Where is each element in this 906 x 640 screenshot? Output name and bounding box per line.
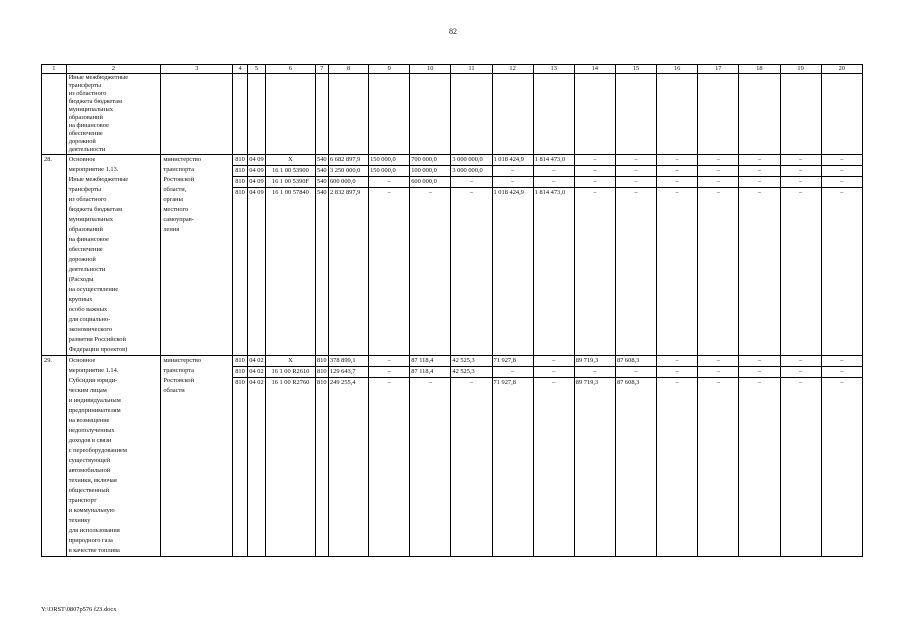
empty-cell (615, 74, 656, 155)
column-number-4: 4 (233, 65, 247, 74)
measure-name-line: Основное (68, 357, 96, 364)
empty-cell (266, 74, 315, 155)
value-cell-c11 (451, 155, 492, 356)
value-c12: 1 018 424,9 (493, 189, 524, 196)
empty-cell (410, 74, 451, 155)
value-c16: – (675, 189, 679, 196)
measure-name-line: муниципальных (68, 216, 113, 223)
empty-cell (369, 74, 410, 155)
value-c20: – (822, 166, 862, 177)
column-number-9: 9 (369, 65, 410, 74)
value-c20: – (822, 356, 862, 367)
empty-cell (451, 74, 492, 155)
executor-name-line: области (163, 387, 185, 394)
column-number-1: 1 (42, 65, 67, 74)
continuation-row (42, 74, 863, 155)
measure-name (66, 74, 161, 155)
value-c12: 71 927,8 (493, 356, 533, 367)
value-c8: 249 255,4 (329, 379, 356, 386)
empty-cell (328, 74, 368, 155)
value-c12: 71 927,8 (493, 379, 516, 386)
value-c8: 2 832 897,9 (329, 189, 361, 196)
value-c16: – (657, 356, 697, 367)
value-cell-c7 (315, 356, 328, 557)
value-c9: – (369, 177, 409, 188)
value-c20: – (822, 177, 862, 188)
measure-name-line: общественный (68, 487, 110, 494)
measure-name-line: крупных (68, 296, 93, 303)
measure-name-line: на возмещение (68, 417, 110, 424)
value-c11: 42 525,3 (451, 367, 491, 378)
value-c17: – (716, 379, 720, 386)
value-c12: 1 018 424,9 (493, 155, 533, 166)
executor-name-line: транспорта (163, 166, 194, 173)
measure-name-line: и коммунальную (68, 507, 115, 514)
value-c4: 810 (233, 356, 246, 367)
value-c8: 378 899,1 (329, 356, 368, 367)
measure-name-line: доходов в связи (68, 437, 112, 444)
value-cell-c9 (369, 356, 410, 557)
value-c6: Х (266, 155, 314, 166)
empty-cell (821, 74, 862, 155)
value-cell-c12 (492, 356, 533, 557)
measure-name-line: Основное (68, 156, 96, 163)
value-c20: – (822, 367, 862, 378)
executor-name-line: области, (163, 186, 187, 193)
value-c17: – (698, 155, 738, 166)
value-c11: 3 000 000,0 (451, 155, 491, 166)
value-cell-c19 (780, 356, 821, 557)
value-c19: – (781, 367, 821, 378)
value-c8: 129 643,7 (329, 367, 368, 378)
value-c14: – (575, 367, 615, 378)
measure-name-line: обеспечение (68, 246, 103, 253)
value-c7: 540 (316, 166, 328, 177)
value-c8: 600 000,0 (329, 177, 368, 188)
value-cell-c5 (247, 356, 266, 557)
value-c15: – (634, 189, 638, 196)
measure-name-line: предпринимателям (68, 407, 121, 414)
value-c15: – (616, 155, 656, 166)
measure-name (66, 356, 161, 557)
measure-name-line: экономического (68, 326, 113, 333)
value-cell-c8 (328, 356, 368, 557)
value-c10: – (428, 379, 432, 386)
value-c7: 540 (317, 189, 327, 196)
value-c17: – (716, 189, 720, 196)
value-cell-c14 (574, 356, 615, 557)
value-c10: 700 000,0 (410, 155, 450, 166)
value-cell-c17 (698, 356, 739, 557)
value-c10: 600 000,0 (410, 177, 450, 188)
measure-name-line: Иные межбюджетные (68, 176, 129, 183)
value-c4: 810 (235, 379, 245, 386)
measure-name-line: автомобильной (68, 467, 111, 474)
value-c7: 540 (316, 177, 328, 188)
value-c19: – (798, 379, 803, 386)
empty-cell (780, 74, 821, 155)
executor-name-line: министерство (163, 156, 202, 163)
value-cell-c19 (780, 155, 821, 356)
value-c5: 04 09 (248, 166, 266, 177)
value-c13: – (552, 379, 556, 386)
value-c6: 16 1 00 R2760 (271, 379, 310, 386)
executor-name-line: местного (163, 206, 189, 213)
measure-name-line: недополученных (68, 427, 115, 434)
column-number-17: 17 (698, 65, 739, 74)
empty-cell (315, 74, 328, 155)
value-c7: 810 (316, 356, 328, 367)
measure-name-line: на финансовое (68, 236, 109, 243)
value-c8: 6 682 897,9 (329, 155, 368, 166)
value-c4: 810 (233, 166, 246, 177)
value-cell-c6 (266, 155, 315, 356)
measure-name-line: в качестве топлива (68, 547, 120, 554)
value-c20: – (822, 155, 862, 166)
value-c9: – (369, 367, 409, 378)
value-c18: – (739, 356, 779, 367)
value-c11: 3 000 000,0 (451, 166, 491, 177)
value-cell-c9 (369, 155, 410, 356)
column-number-11: 11 (451, 65, 492, 74)
value-c18: – (757, 379, 762, 386)
executor-name-line: Ростовской (163, 176, 195, 183)
measure-name-line: деятельности (68, 266, 106, 273)
value-c11: – (451, 177, 491, 188)
value-c6: Х (266, 356, 314, 367)
value-c19: – (781, 166, 821, 177)
column-number-15: 15 (615, 65, 656, 74)
value-c13: – (534, 367, 574, 378)
value-c12: – (493, 367, 533, 378)
value-c10: 87 118,4 (410, 356, 450, 367)
measure-name-line: особо важных (68, 306, 108, 313)
value-c10: – (428, 189, 432, 196)
value-c18: – (739, 155, 779, 166)
value-c13: 1 814 473,0 (534, 189, 566, 196)
value-c14: – (593, 189, 597, 196)
value-c11: 42 525,3 (451, 356, 491, 367)
column-number-6: 6 (266, 65, 315, 74)
empty-cell (233, 74, 247, 155)
value-c15: 87 608,3 (616, 356, 656, 367)
budget-table (41, 64, 863, 557)
value-c14: – (575, 177, 615, 188)
column-number-12: 12 (492, 65, 533, 74)
measure-name-line: муниципальных (68, 106, 113, 113)
empty-cell (657, 74, 698, 155)
value-c19: – (781, 356, 821, 367)
measure-name-line: образований (68, 226, 103, 233)
value-c6: 16 1 00 57840 (272, 189, 309, 196)
value-c5: 04 02 (248, 356, 266, 367)
executor-name (161, 155, 233, 356)
value-cell-c13 (533, 155, 574, 356)
value-c15: 87 608,3 (616, 379, 640, 386)
value-cell-c10 (410, 155, 451, 356)
value-c7: 540 (316, 155, 328, 166)
empty-cell (492, 74, 533, 155)
column-number-20: 20 (821, 65, 862, 74)
value-cell-c4 (233, 155, 247, 356)
value-c4: 810 (233, 177, 246, 188)
value-c20: – (840, 189, 844, 196)
value-c16: – (675, 379, 679, 386)
page-number: 82 (449, 27, 457, 36)
value-cell-c8 (328, 155, 368, 356)
column-number-8: 8 (328, 65, 368, 74)
measure-name-line: техники, включая (68, 477, 117, 484)
value-c13: – (534, 166, 574, 177)
measure-name-line: Субсидии юриди- (68, 377, 118, 384)
measure-name-line: для использования (68, 527, 120, 534)
column-number-16: 16 (657, 65, 698, 74)
measure-name-line: из областного (68, 196, 107, 203)
value-c5: 04 09 (249, 189, 264, 196)
column-number-18: 18 (739, 65, 780, 74)
measure-row (42, 155, 863, 356)
value-c5: 04 09 (248, 177, 266, 188)
value-c4: 810 (233, 155, 246, 166)
value-c11: – (469, 379, 474, 386)
value-c7: 810 (317, 379, 327, 386)
value-c10: 87 118,4 (410, 367, 450, 378)
value-cell-c10 (410, 356, 451, 557)
measure-name-line: и индивидуальным (68, 397, 121, 404)
executor-name-line: органы (163, 196, 183, 203)
row-number-cell (42, 74, 67, 155)
value-cell-c20 (821, 356, 862, 557)
empty-cell (739, 74, 780, 155)
value-cell-c14 (574, 155, 615, 356)
value-cell-c11 (451, 356, 492, 557)
value-c4: 810 (235, 189, 245, 196)
column-number-14: 14 (574, 65, 615, 74)
value-c18: – (757, 189, 762, 196)
empty-cell (247, 74, 266, 155)
measure-name-line: мероприятие 1.14. (68, 367, 119, 374)
value-c10: 100 000,0 (410, 166, 450, 177)
value-c19: – (781, 177, 821, 188)
value-c17: – (698, 367, 738, 378)
value-c5: 04 02 (249, 379, 264, 386)
value-c20: – (840, 379, 844, 386)
empty-cell (533, 74, 574, 155)
column-number-row (42, 65, 863, 74)
value-c17: – (698, 356, 738, 367)
value-c9: 150 000,0 (369, 155, 409, 166)
measure-name-line: для социально- (68, 316, 111, 323)
row-number: 28. (42, 155, 67, 356)
value-c14: 89 719,3 (575, 379, 599, 386)
measure-name-line: с переоборудованием (68, 447, 127, 454)
measure-name-line: существующей (68, 457, 111, 464)
value-cell-c13 (533, 356, 574, 557)
value-c14: – (575, 166, 615, 177)
value-c11: – (469, 189, 474, 196)
value-cell-c17 (698, 155, 739, 356)
column-number-10: 10 (410, 65, 451, 74)
executor-name (161, 356, 233, 557)
footer-file-path: Y:\ORST\0807p576 f23.docx (41, 606, 117, 613)
value-c9: – (387, 189, 391, 196)
column-number-2: 2 (66, 65, 161, 74)
value-c6: 16 1 00 R2610 (266, 367, 314, 378)
value-c14: 89 719,3 (575, 356, 615, 367)
value-c9: – (387, 379, 391, 386)
measure-name-line: Федерации проектов) (68, 346, 128, 353)
column-number-19: 19 (780, 65, 821, 74)
value-cell-c4 (233, 356, 247, 557)
value-cell-c5 (247, 155, 266, 356)
value-cell-c12 (492, 155, 533, 356)
measure-name-line: из областного (68, 90, 107, 97)
value-cell-c18 (739, 155, 780, 356)
value-cell-c20 (821, 155, 862, 356)
measure-name-line: на финансовое (68, 122, 109, 129)
value-c12: – (493, 177, 533, 188)
measure-name-line: (Расходы (68, 276, 94, 283)
value-cell-c18 (739, 356, 780, 557)
value-c18: – (739, 367, 779, 378)
row-number: 29. (42, 356, 67, 557)
value-c18: – (739, 177, 779, 188)
value-c6: 16 1 00 5390F (266, 177, 314, 188)
value-cell-c7 (315, 155, 328, 356)
measure-name-line: ческим лицам (68, 387, 107, 394)
measure-name-line: развития Российской (68, 336, 126, 343)
value-c13: 1 814 473,0 (534, 155, 574, 166)
measure-name-line: трансферты (68, 186, 102, 193)
measure-name-line: обеспечение (68, 130, 103, 137)
value-c12: – (493, 166, 533, 177)
measure-name-line: дорожной (68, 256, 96, 263)
column-number-5: 5 (247, 65, 266, 74)
measure-name-line: технику (68, 517, 91, 524)
value-c7: 810 (316, 367, 328, 378)
measure-name-line: бюджета бюджетам (68, 206, 122, 213)
measure-name-line: деятельности (68, 146, 106, 153)
value-c18: – (739, 166, 779, 177)
value-c16: – (657, 367, 697, 378)
executor-name-line: министерство (163, 357, 202, 364)
column-number-7: 7 (315, 65, 328, 74)
value-c16: – (657, 177, 697, 188)
executor-name-line: ления (163, 226, 180, 233)
column-number-3: 3 (161, 65, 233, 74)
value-c15: – (616, 166, 656, 177)
empty-cell (161, 74, 233, 155)
value-c9: 150 000,0 (369, 166, 409, 177)
measure-name-line: Иные межбюджетные (68, 74, 129, 81)
value-c16: – (657, 155, 697, 166)
value-cell-c15 (615, 356, 656, 557)
measure-name-line: на осуществление (68, 286, 119, 293)
value-c15: – (616, 177, 656, 188)
measure-name (66, 155, 161, 356)
value-cell-c15 (615, 155, 656, 356)
empty-cell (698, 74, 739, 155)
measure-name-line: образований (68, 114, 103, 121)
measure-name-line: трансферты (68, 82, 102, 89)
column-number-13: 13 (533, 65, 574, 74)
measure-name-line: природного газа (68, 537, 113, 544)
value-c19: – (798, 189, 803, 196)
value-c19: – (781, 155, 821, 166)
value-c6: 16 1 00 53900 (266, 166, 314, 177)
value-c13: – (534, 177, 574, 188)
value-c17: – (698, 177, 738, 188)
executor-name-line: транспорта (163, 367, 194, 374)
value-c5: 04 09 (248, 155, 266, 166)
measure-name-line: бюджета бюджетам (68, 98, 122, 105)
measure-name-line: транспорт (68, 497, 97, 504)
executor-name-line: самоуправ- (163, 216, 194, 223)
value-c16: – (657, 166, 697, 177)
value-c13: – (534, 356, 574, 367)
value-c15: – (616, 367, 656, 378)
measure-name-line: мероприятие 1.13. (68, 166, 119, 173)
measure-row (42, 356, 863, 557)
value-c17: – (698, 166, 738, 177)
value-c8: 3 250 000,0 (329, 166, 368, 177)
value-c9: – (369, 356, 409, 367)
empty-cell (574, 74, 615, 155)
measure-name-line: дорожной (68, 138, 96, 145)
value-cell-c16 (657, 155, 698, 356)
value-c4: 810 (233, 367, 246, 378)
value-c14: – (575, 155, 615, 166)
value-cell-c6 (266, 356, 315, 557)
value-cell-c16 (657, 356, 698, 557)
value-c5: 04 02 (248, 367, 266, 378)
executor-name-line: Ростовской (163, 377, 195, 384)
